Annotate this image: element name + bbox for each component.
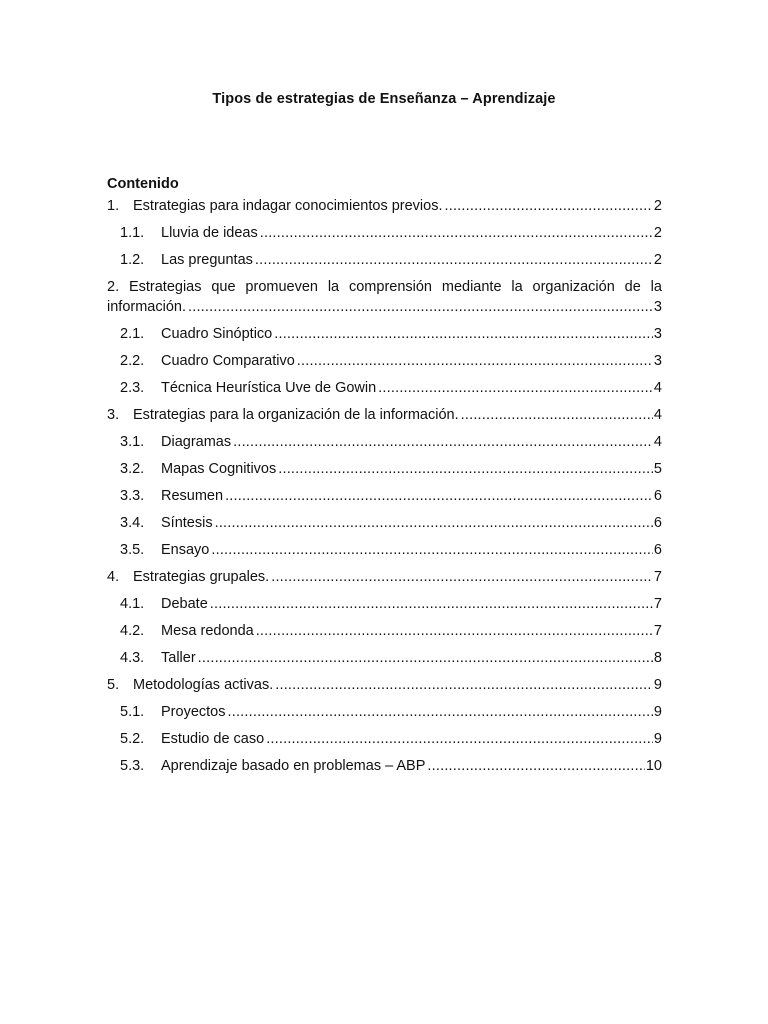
toc-entry-number: 5. (107, 677, 120, 693)
toc-entry-number: 4.1. (120, 596, 145, 612)
toc-entry-text: Proyectos (161, 704, 226, 720)
table-of-contents (107, 196, 662, 783)
toc-entry-page: 6 (653, 515, 662, 531)
toc-entry-page: 7 (653, 596, 662, 612)
toc-entry-page: 2 (653, 252, 662, 268)
toc-entry-text: Estrategias para la organización de la información. (133, 407, 459, 423)
toc-entry-1[interactable] (107, 196, 662, 216)
toc-dot-leader (378, 378, 653, 398)
toc-entry-page: 5 (653, 461, 662, 477)
toc-entry-number: 4. (107, 569, 120, 585)
toc-entry-4-3[interactable] (107, 648, 662, 668)
toc-entry-text: Diagramas (161, 434, 232, 450)
toc-entry-page: 2 (653, 225, 662, 241)
toc-entry-word: de (624, 279, 641, 295)
toc-dot-leader (260, 223, 653, 243)
toc-entry-page: 8 (653, 650, 662, 666)
toc-entry-number: 3.3. (120, 488, 145, 504)
toc-dot-leader (461, 405, 653, 425)
toc-dot-leader (227, 702, 652, 722)
toc-dot-leader (198, 648, 653, 668)
toc-entry-page: 3 (653, 326, 662, 342)
toc-entry-number: 1. (107, 198, 120, 214)
document-title: Tipos de estrategias de Enseñanza – Aprendizaje (212, 91, 556, 107)
toc-entry-page: 9 (653, 677, 662, 693)
toc-entry-number: 1.1. (120, 225, 145, 241)
toc-entry-word: la (511, 279, 523, 295)
toc-entry-1-2[interactable] (107, 250, 662, 270)
toc-entry-text: Taller (161, 650, 196, 666)
toc-entry-page: 10 (645, 758, 662, 774)
toc-entry-3-5[interactable] (107, 540, 662, 560)
toc-entry-line-2 (107, 297, 662, 317)
toc-entry-page: 6 (653, 488, 662, 504)
toc-entry-number: 3.1. (120, 434, 145, 450)
toc-entry-1-1[interactable] (107, 223, 662, 243)
toc-entry-4-2[interactable] (107, 621, 662, 641)
toc-entry-number: 3.5. (120, 542, 145, 558)
toc-dot-leader (274, 324, 653, 344)
toc-entry-number: 3.4. (120, 515, 145, 531)
toc-dot-leader (255, 250, 653, 270)
toc-entry-page: 7 (653, 569, 662, 585)
toc-entry-page: 6 (653, 542, 662, 558)
toc-entry-page: 9 (653, 704, 662, 720)
toc-entry-page: 3 (653, 299, 662, 315)
toc-entry-number: 4.2. (120, 623, 145, 639)
toc-entry-page: 4 (653, 380, 662, 396)
toc-dot-leader (427, 756, 644, 776)
toc-entry-page: 3 (653, 353, 662, 369)
toc-dot-leader (275, 675, 653, 695)
toc-entry-2-3[interactable] (107, 378, 662, 398)
toc-entry-word: Estrategias (128, 279, 202, 295)
toc-entry-4-1[interactable] (107, 594, 662, 614)
toc-dot-leader (278, 459, 653, 479)
toc-entry-5-2[interactable] (107, 729, 662, 749)
toc-entry-number: 1.2. (120, 252, 145, 268)
toc-entry-page: 7 (653, 623, 662, 639)
toc-entry-word: organización (532, 279, 615, 295)
toc-entry-number: 3. (107, 407, 120, 423)
toc-entry-2[interactable] (107, 277, 662, 317)
toc-entry-text: Aprendizaje basado en problemas – ABP (161, 758, 426, 774)
toc-entry-page: 4 (653, 434, 662, 450)
toc-entry-number: 4.3. (120, 650, 145, 666)
toc-entry-5-1[interactable] (107, 702, 662, 722)
toc-entry-text: Mesa redonda (161, 623, 254, 639)
toc-entry-5-3[interactable] (107, 756, 662, 776)
toc-entry-page: 4 (653, 407, 662, 423)
toc-entry-3-1[interactable] (107, 432, 662, 452)
toc-dot-leader (297, 351, 653, 371)
toc-entry-number: 5.1. (120, 704, 145, 720)
toc-entry-text: Mapas Cognitivos (161, 461, 277, 477)
toc-entry-3[interactable] (107, 405, 662, 425)
toc-entry-text: Resumen (161, 488, 224, 504)
toc-entry-word: promueven (245, 279, 318, 295)
toc-entry-text: Ensayo (161, 542, 210, 558)
toc-heading: Contenido (107, 176, 179, 192)
toc-dot-leader (233, 432, 653, 452)
toc-entry-5[interactable] (107, 675, 662, 695)
toc-entry-3-4[interactable] (107, 513, 662, 533)
toc-entry-text: información. (107, 299, 186, 315)
toc-entry-3-2[interactable] (107, 459, 662, 479)
toc-entry-text: Debate (161, 596, 208, 612)
toc-entry-2-1[interactable] (107, 324, 662, 344)
toc-entry-2-2[interactable] (107, 351, 662, 371)
toc-dot-leader (225, 486, 653, 506)
toc-entry-number: 2.2. (120, 353, 145, 369)
toc-entry-word: la (650, 279, 662, 295)
toc-entry-number: 2.1. (120, 326, 145, 342)
toc-entry-text: Estudio de caso (161, 731, 265, 747)
toc-dot-leader (188, 297, 653, 317)
toc-entry-number: 2. (107, 279, 120, 295)
toc-dot-leader (445, 196, 653, 216)
toc-dot-leader (256, 621, 653, 641)
toc-dot-leader (211, 540, 653, 560)
toc-entry-text: Estrategias grupales. (133, 569, 270, 585)
toc-entry-page: 9 (653, 731, 662, 747)
toc-entry-number: 5.2. (120, 731, 145, 747)
toc-entry-text: Metodologías activas. (133, 677, 274, 693)
toc-entry-3-3[interactable] (107, 486, 662, 506)
toc-dot-leader (210, 594, 653, 614)
toc-entry-text: Lluvia de ideas (161, 225, 258, 241)
toc-entry-page: 2 (653, 198, 662, 214)
toc-entry-number: 3.2. (120, 461, 145, 477)
toc-entry-number: 5.3. (120, 758, 145, 774)
toc-entry-word: la (327, 279, 340, 295)
toc-entry-word: comprensión (348, 279, 432, 295)
toc-entry-number: 2.3. (120, 380, 145, 396)
toc-entry-line-1 (107, 277, 662, 297)
toc-entry-text: Cuadro Sinóptico (161, 326, 273, 342)
toc-entry-text: Estrategias para indagar conocimientos previos. (133, 198, 443, 214)
toc-entry-text: Las preguntas (161, 252, 253, 268)
toc-entry-word: mediante (441, 279, 502, 295)
toc-entry-text: Técnica Heurística Uve de Gowin (161, 380, 377, 396)
toc-entry-text: Síntesis (161, 515, 213, 531)
toc-dot-leader (271, 567, 653, 587)
toc-entry-text: Cuadro Comparativo (161, 353, 295, 369)
toc-dot-leader (215, 513, 653, 533)
toc-entry-4[interactable] (107, 567, 662, 587)
toc-dot-leader (266, 729, 653, 749)
toc-entry-word: que (211, 279, 236, 295)
